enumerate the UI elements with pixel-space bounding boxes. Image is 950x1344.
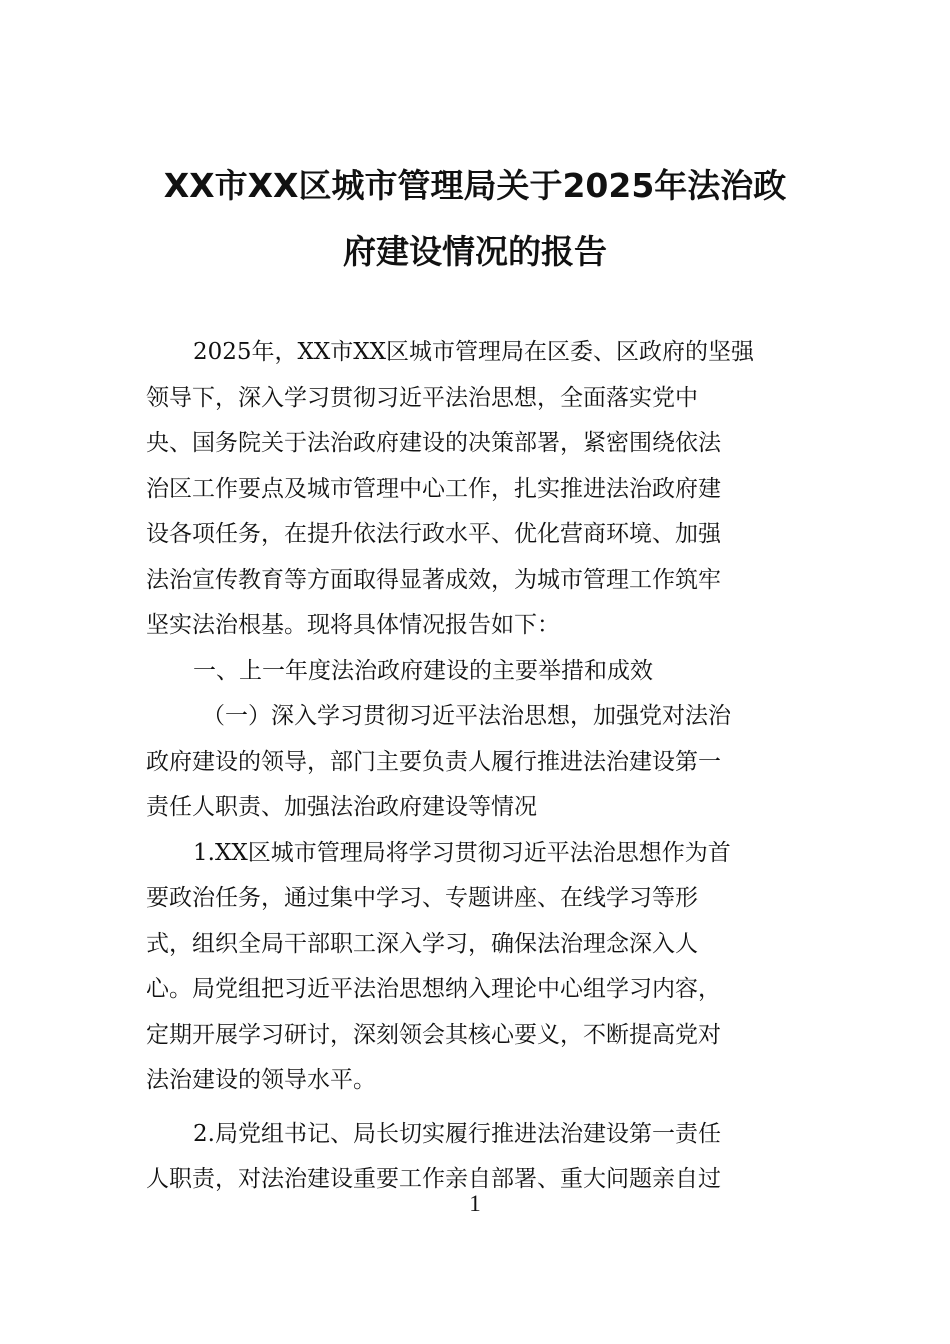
- item-2-paragraph: [146, 1112, 806, 1203]
- item-line: 法治建设的领导水平。: [146, 1067, 376, 1093]
- intro-line: 坚实法治根基。现将具体情况报告如下：: [146, 612, 560, 638]
- item-line: 2.局党组书记、局长切实履行推进法治建设第一责任: [193, 1120, 721, 1147]
- document-title-line-1: XX市XX区城市管理局关于2025年法治政: [163, 166, 787, 205]
- document-title-line-2: 府建设情况的报告: [343, 232, 607, 271]
- subsection-line: 责任人职责、加强法治政府建设等情况: [146, 794, 537, 820]
- subsection-heading-1: [146, 694, 806, 831]
- document-body: [146, 330, 806, 1203]
- item-line: 人职责，对法治建设重要工作亲自部署、重大问题亲自过: [146, 1166, 721, 1192]
- intro-line: 设各项任务，在提升依法行政水平、优化营商环境、加强: [146, 521, 721, 547]
- section-heading-1: 一、上一年度法治政府建设的主要举措和成效: [193, 657, 653, 684]
- intro-line: 领导下，深入学习贯彻习近平法治思想，全面落实党中: [146, 384, 698, 411]
- subsection-line: 政府建设的领导，部门主要负责人履行推进法治建设第一: [146, 748, 721, 775]
- intro-line: 法治宣传教育等方面取得显著成效，为城市管理工作筑牢: [146, 566, 721, 593]
- item-line: 定期开展学习研讨，深刻领会其核心要义，不断提高党对: [146, 1021, 721, 1048]
- item-line: 式，组织全局干部职工深入学习，确保法治理念深入人: [146, 930, 698, 957]
- item-line: 要政治任务，通过集中学习、专题讲座、在线学习等形: [146, 885, 698, 911]
- item-1-paragraph: [146, 831, 806, 1104]
- intro-line: 央、国务院关于法治政府建设的决策部署，紧密围绕依法: [146, 430, 721, 456]
- page-number: 1: [469, 1191, 481, 1216]
- item-line: 1.XX区城市管理局将学习贯彻习近平法治思想作为首: [193, 839, 731, 866]
- subsection-line: （一）深入学习贯彻习近平法治思想，加强党对法治: [202, 703, 731, 729]
- intro-paragraph: [146, 330, 806, 649]
- intro-line: 治区工作要点及城市管理中心工作，扎实推进法治政府建: [146, 475, 721, 502]
- intro-line: 2025年，XX市XX区城市管理局在区委、区政府的坚强: [193, 339, 755, 365]
- item-line: 心。局党组把习近平法治思想纳入理论中心组学习内容，: [146, 976, 721, 1002]
